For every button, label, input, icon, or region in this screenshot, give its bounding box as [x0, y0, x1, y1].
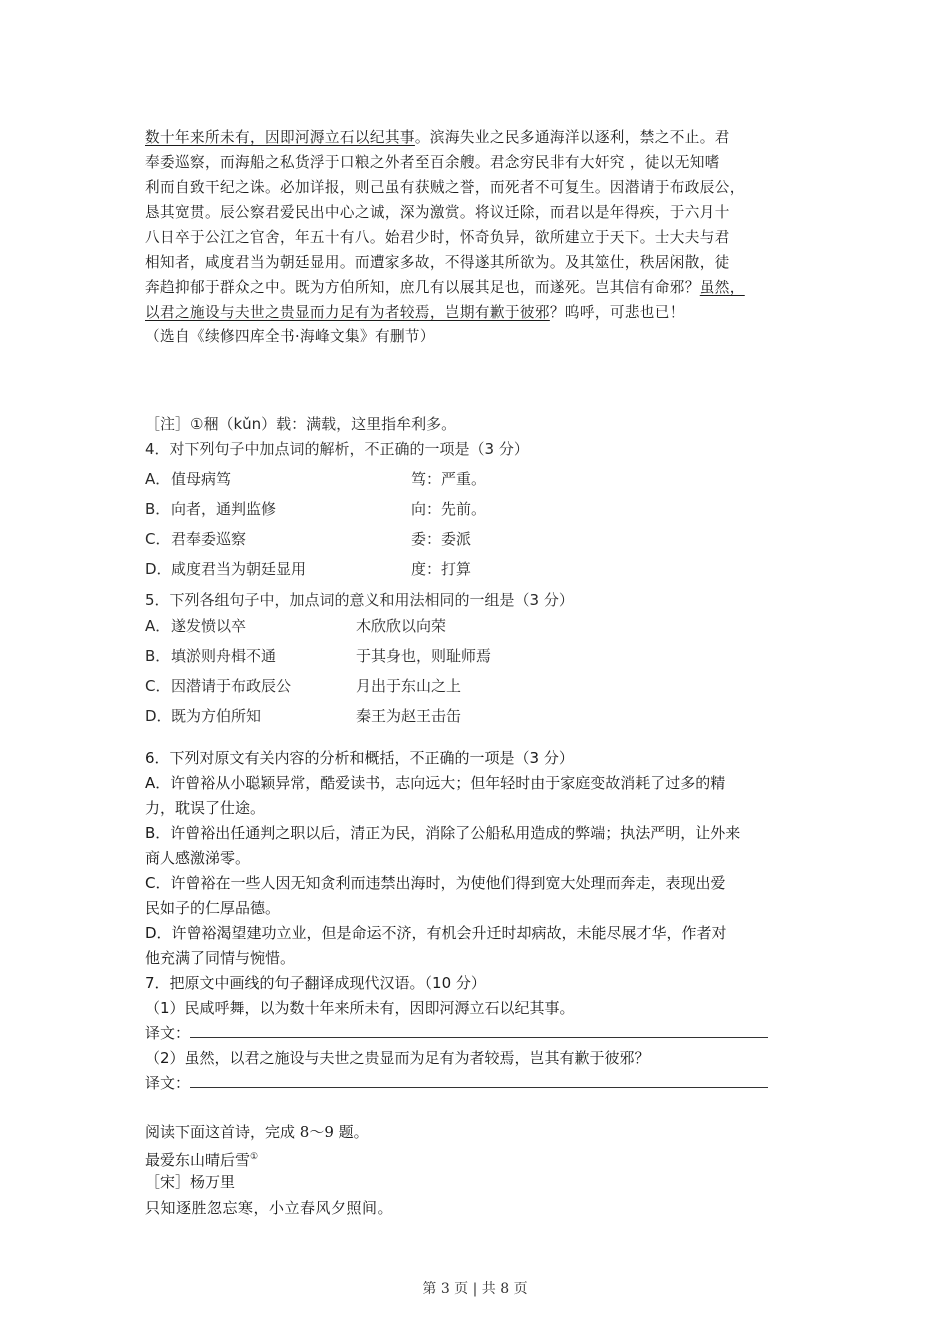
- question-4-option-a: A．值母病笃 笃：严重。: [145, 470, 487, 488]
- question-5-stem: 5．下列各组句子中，加点词的意义和用法相同的一组是（3 分）: [145, 591, 574, 609]
- passage-line: 相知者，咸度君当为朝廷显用。而遭家多故，不得遂其所欲为。及其筮仕，秩居闲散，徒: [145, 254, 730, 271]
- passage-line: 八日卒于公江之官舍，年五十有八。始君少时，怀奇负异，欲所建立于天下。士大夫与君: [145, 229, 730, 246]
- underlined-sentence: 以君之施设与夫世之贵显而力足有为者较焉，岂期有歉于彼邪: [145, 304, 550, 321]
- question-5-option-d: D．既为方伯所知 秦王为赵王击缶: [145, 707, 462, 725]
- answer-line-2: 译文：: [145, 1071, 768, 1095]
- answer-line-1: 译文：: [145, 1021, 768, 1045]
- question-7-stem: 7．把原文中画线的句子翻译成现代汉语。（10 分）: [145, 974, 486, 992]
- passage-line: 以君之施设与夫世之贵显而力足有为者较焉，岂期有歉于彼邪？呜呼，可悲也已！: [145, 304, 685, 321]
- question-7-sentence-2: （2）虽然，以君之施设与夫世之贵显而为足有为者较焉，岂其有歉于彼邪？: [145, 1049, 650, 1067]
- question-4-option-b: B．向者，通判监修 向：先前。: [145, 500, 487, 518]
- question-6-option-c-cont: 民如子的仁厚品德。: [145, 899, 281, 917]
- page-footer: 第 3 页 | 共 8 页: [422, 1281, 528, 1297]
- question-6-option-a-cont: 力，耽误了仕途。: [145, 799, 266, 817]
- answer-blank[interactable]: [190, 1022, 768, 1038]
- passage-line: 数十年来所未有，因即河溽立石以纪其事。滨海失业之民多通海洋以逐利，禁之不止。君: [145, 129, 730, 146]
- question-6-option-d: D．许曾裕渴望建功立业，但是命运不济，有机会升迁时却病故，未能尽展才华，作者对: [145, 924, 727, 942]
- question-6-option-b-cont: 商人感激涕零。: [145, 849, 251, 867]
- question-5-option-b: B．填淤则舟楫不通 于其身也，则耻师焉: [145, 647, 492, 665]
- passage-line: 奔趋抑郁于群众之中。既为方伯所知，庶几有以展其足也，而遂死。岂其信有命邪？虽然，: [145, 279, 745, 296]
- question-4-option-c: C．君奉委巡察 委：委派: [145, 530, 472, 548]
- question-4-stem: 4．对下列句子中加点词的解析，不正确的一项是（3 分）: [145, 440, 529, 458]
- question-6-option-c: C．许曾裕在一些人因无知贪利而违禁出海时，为使他们得到宽大处理而奔走，表现出爱: [145, 874, 726, 892]
- passage-line: 奉委巡察，而海船之私货浮于口粮之外者至百余艘。君念穷民非有大奸究 ，徒以无知嗜: [145, 154, 720, 171]
- poem-author: ［宋］杨万里: [145, 1173, 236, 1191]
- passage-source: （选自《续修四库全书·海峰文集》有删节）: [145, 328, 435, 345]
- question-6-option-d-cont: 他充满了同情与惋惜。: [145, 949, 296, 967]
- question-6-option-b: B．许曾裕出任通判之职以后，清正为民，消除了公船私用造成的弊端；执法严明，让外来: [145, 824, 741, 842]
- question-6-stem: 6．下列对原文有关内容的分析和概括，不正确的一项是（3 分）: [145, 749, 574, 767]
- footnote: ［注］①稇（kǔn）载：满载，这里指牟利多。: [145, 415, 457, 433]
- poem-line-1: 只知逐胜忽忘寒，小立春风夕照间。: [145, 1199, 394, 1217]
- answer-blank[interactable]: [190, 1072, 768, 1088]
- underlined-sentence: 数十年来所未有，因即河溽立石以纪其事: [145, 129, 415, 146]
- question-5-option-c: C．因潜请于布政辰公 月出于东山之上: [145, 677, 462, 695]
- question-4-option-d: D．咸度君当为朝廷显用 度：打算: [145, 560, 472, 578]
- passage-line: 恳其宽贯。辰公察君爱民出中心之诚，深为激赏。将议迁除，而君以是年得疾，于六月十: [145, 204, 730, 221]
- poem-intro: 阅读下面这首诗，完成 8～9 题。: [145, 1123, 369, 1141]
- underlined-sentence: 虽然，: [699, 279, 745, 296]
- question-6-option-a: A．许曾裕从小聪颖异常，酷爱读书，志向远大；但年轻时由于家庭变故消耗了过多的精: [145, 774, 726, 792]
- question-7-sentence-1: （1）民咸呼舞，以为数十年来所未有，因即河溽立石以纪其事。: [145, 999, 575, 1017]
- passage-line: 利而自致干纪之诛。必加详报，则己虽有获贼之誉，而死者不可复生。因潜请于布政辰公，: [145, 179, 745, 196]
- question-5-option-a: A．遂发愤以卒 木欣欣以向荣: [145, 617, 447, 635]
- poem-title: 最爱东山晴后雪①: [145, 1151, 259, 1169]
